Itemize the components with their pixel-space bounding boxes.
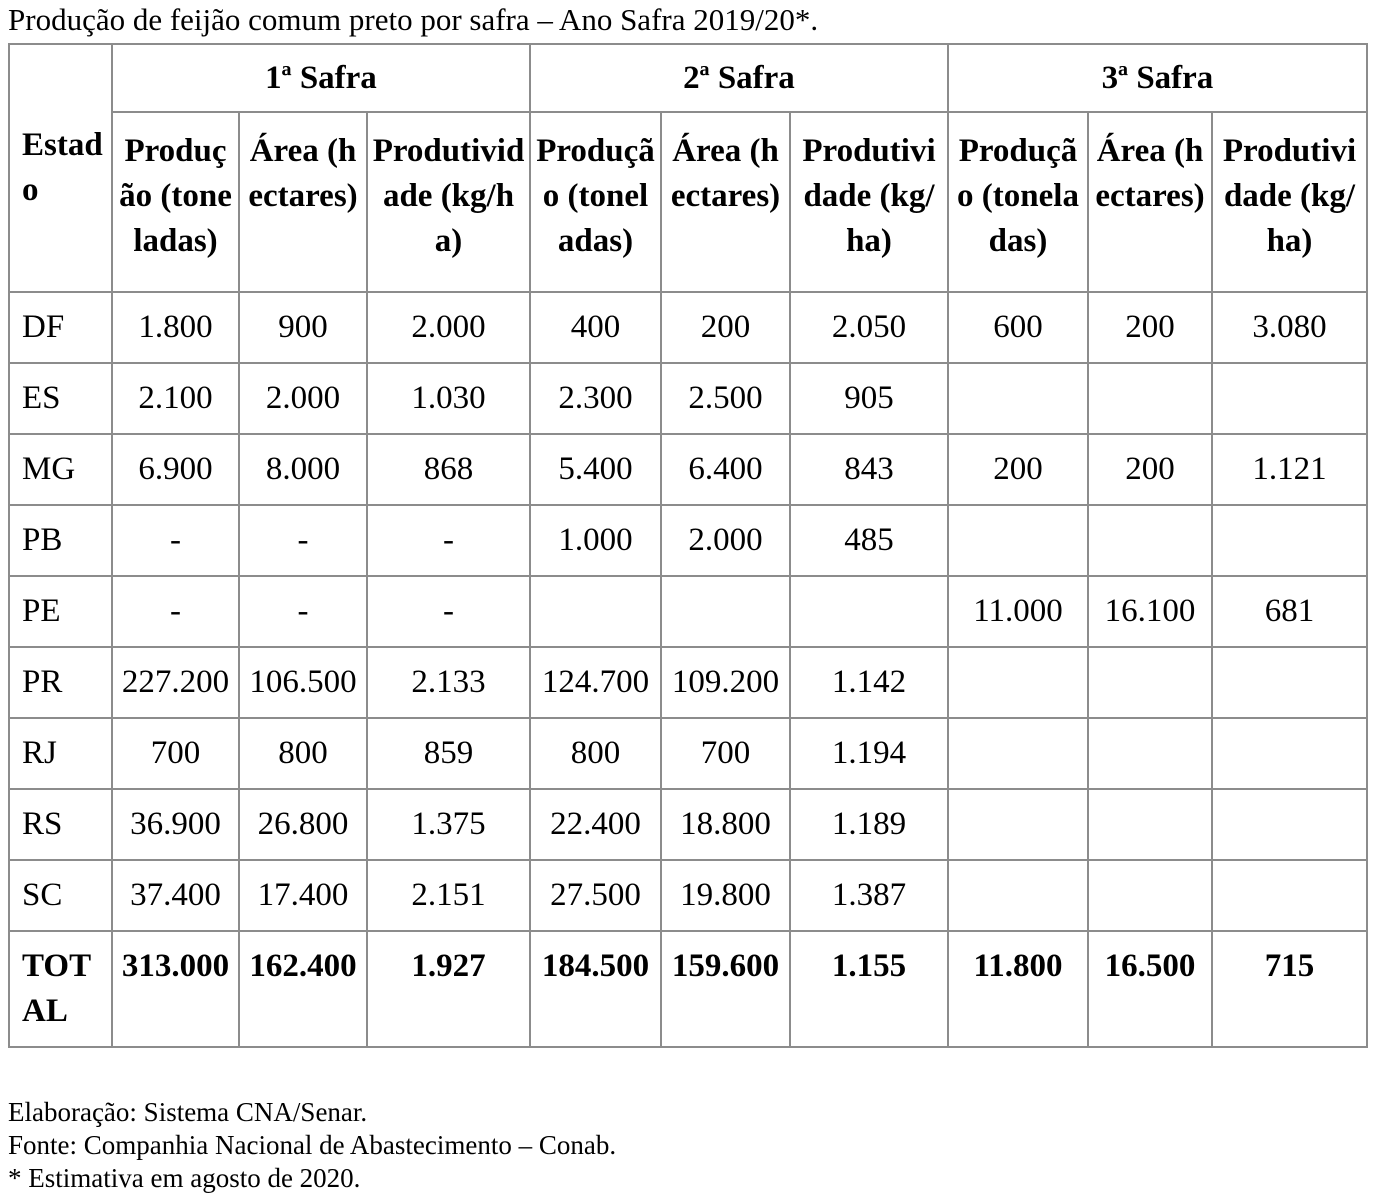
table-row [9, 860, 1367, 931]
value-cell: 11.000 [948, 576, 1088, 647]
table-row [9, 505, 1367, 576]
value-cell: 109.200 [661, 647, 790, 718]
value-cell: 1.927 [367, 931, 530, 1047]
value-cell: 2.000 [367, 292, 530, 363]
value-cell [948, 860, 1088, 931]
value-cell: 17.400 [239, 860, 367, 931]
value-cell: 1.121 [1212, 434, 1367, 505]
value-cell [1088, 789, 1212, 860]
value-cell: 700 [661, 718, 790, 789]
value-cell: 6.400 [661, 434, 790, 505]
value-cell [1212, 363, 1367, 434]
value-cell: 227.200 [112, 647, 239, 718]
column-header-producao: Produção (toneladas) [112, 112, 239, 292]
group-header-3a-safra: 3ª Safra [948, 44, 1367, 112]
value-cell: 1.194 [790, 718, 948, 789]
state-cell: TOTAL [9, 931, 112, 1047]
value-cell: 2.050 [790, 292, 948, 363]
value-cell [1212, 647, 1367, 718]
table-notes [8, 1096, 616, 1195]
value-cell: 2.500 [661, 363, 790, 434]
value-cell: 700 [112, 718, 239, 789]
value-cell: 1.375 [367, 789, 530, 860]
value-cell: 600 [948, 292, 1088, 363]
value-cell [790, 576, 948, 647]
value-cell: 5.400 [530, 434, 661, 505]
table-row [9, 718, 1367, 789]
value-cell: 900 [239, 292, 367, 363]
value-cell [1088, 363, 1212, 434]
value-cell: 1.387 [790, 860, 948, 931]
value-cell: 11.800 [948, 931, 1088, 1047]
state-cell: ES [9, 363, 112, 434]
table-row [9, 363, 1367, 434]
value-cell: 800 [530, 718, 661, 789]
value-cell: 36.900 [112, 789, 239, 860]
value-cell: 106.500 [239, 647, 367, 718]
value-cell: 124.700 [530, 647, 661, 718]
total-row [9, 931, 1367, 1047]
note-elaboracao: Elaboração: Sistema CNA/Senar. [8, 1097, 368, 1127]
value-cell: 2.151 [367, 860, 530, 931]
value-cell: 27.500 [530, 860, 661, 931]
value-cell: 1.142 [790, 647, 948, 718]
value-cell [948, 363, 1088, 434]
value-cell: 159.600 [661, 931, 790, 1047]
value-cell: - [367, 576, 530, 647]
value-cell [1088, 860, 1212, 931]
group-header-1a-safra: 1ª Safra [112, 44, 530, 112]
value-cell [948, 718, 1088, 789]
value-cell: 681 [1212, 576, 1367, 647]
value-cell: 313.000 [112, 931, 239, 1047]
value-cell [948, 647, 1088, 718]
value-cell: - [239, 576, 367, 647]
state-cell: MG [9, 434, 112, 505]
production-table [8, 43, 1368, 1048]
value-cell: 485 [790, 505, 948, 576]
state-cell: PR [9, 647, 112, 718]
value-cell: 3.080 [1212, 292, 1367, 363]
value-cell [1212, 505, 1367, 576]
column-header-produtividade: Produtividade (kg/ha) [790, 112, 948, 292]
value-cell [1212, 718, 1367, 789]
column-header-area: Área (hectares) [239, 112, 367, 292]
value-cell: 26.800 [239, 789, 367, 860]
state-cell: RJ [9, 718, 112, 789]
table-title: Produção de feijão comum preto por safra – Ano Safra 2019/20*. [8, 2, 819, 37]
table-row [9, 647, 1367, 718]
value-cell [948, 789, 1088, 860]
value-cell: 868 [367, 434, 530, 505]
value-cell [948, 505, 1088, 576]
value-cell: 800 [239, 718, 367, 789]
table-row [9, 576, 1367, 647]
value-cell: 1.030 [367, 363, 530, 434]
state-cell: SC [9, 860, 112, 931]
table-row [9, 434, 1367, 505]
column-header-estado: Estado [9, 44, 112, 292]
column-header-producao: Produção (toneladas) [530, 112, 661, 292]
value-cell: 200 [948, 434, 1088, 505]
note-estimativa: * Estimativa em agosto de 2020. [8, 1163, 361, 1193]
value-cell: 16.100 [1088, 576, 1212, 647]
value-cell [1088, 505, 1212, 576]
column-header-area: Área (hectares) [661, 112, 790, 292]
value-cell: 843 [790, 434, 948, 505]
value-cell [1212, 860, 1367, 931]
value-cell: 184.500 [530, 931, 661, 1047]
value-cell: 1.800 [112, 292, 239, 363]
value-cell: 37.400 [112, 860, 239, 931]
table-row [9, 789, 1367, 860]
value-cell [1088, 647, 1212, 718]
value-cell: 859 [367, 718, 530, 789]
value-cell: 1.000 [530, 505, 661, 576]
value-cell: 200 [1088, 292, 1212, 363]
value-cell: 200 [1088, 434, 1212, 505]
value-cell: 2.000 [239, 363, 367, 434]
value-cell [530, 576, 661, 647]
value-cell: - [239, 505, 367, 576]
value-cell: 162.400 [239, 931, 367, 1047]
value-cell [1212, 789, 1367, 860]
value-cell: 22.400 [530, 789, 661, 860]
value-cell: 400 [530, 292, 661, 363]
value-cell: 715 [1212, 931, 1367, 1047]
value-cell [1088, 718, 1212, 789]
value-cell: 16.500 [1088, 931, 1212, 1047]
value-cell: 200 [661, 292, 790, 363]
group-header-2a-safra: 2ª Safra [530, 44, 948, 112]
value-cell: 2.133 [367, 647, 530, 718]
value-cell: 1.189 [790, 789, 948, 860]
value-cell: 2.100 [112, 363, 239, 434]
value-cell: 2.300 [530, 363, 661, 434]
value-cell: - [112, 505, 239, 576]
value-cell: 2.000 [661, 505, 790, 576]
state-cell: RS [9, 789, 112, 860]
value-cell: 6.900 [112, 434, 239, 505]
column-header-producao: Produção (toneladas) [948, 112, 1088, 292]
column-header-produtividade: Produtividade (kg/ha) [1212, 112, 1367, 292]
value-cell: 8.000 [239, 434, 367, 505]
value-cell: 905 [790, 363, 948, 434]
column-header-produtividade: Produtividade (kg/ha) [367, 112, 530, 292]
state-cell: PB [9, 505, 112, 576]
note-fonte: Fonte: Companhia Nacional de Abastecimento – Conab. [8, 1130, 617, 1160]
value-cell: 1.155 [790, 931, 948, 1047]
value-cell: 18.800 [661, 789, 790, 860]
table-row [9, 292, 1367, 363]
state-cell: PE [9, 576, 112, 647]
value-cell [661, 576, 790, 647]
value-cell: - [112, 576, 239, 647]
value-cell: - [367, 505, 530, 576]
column-header-area: Área (hectares) [1088, 112, 1212, 292]
state-cell: DF [9, 292, 112, 363]
value-cell: 19.800 [661, 860, 790, 931]
